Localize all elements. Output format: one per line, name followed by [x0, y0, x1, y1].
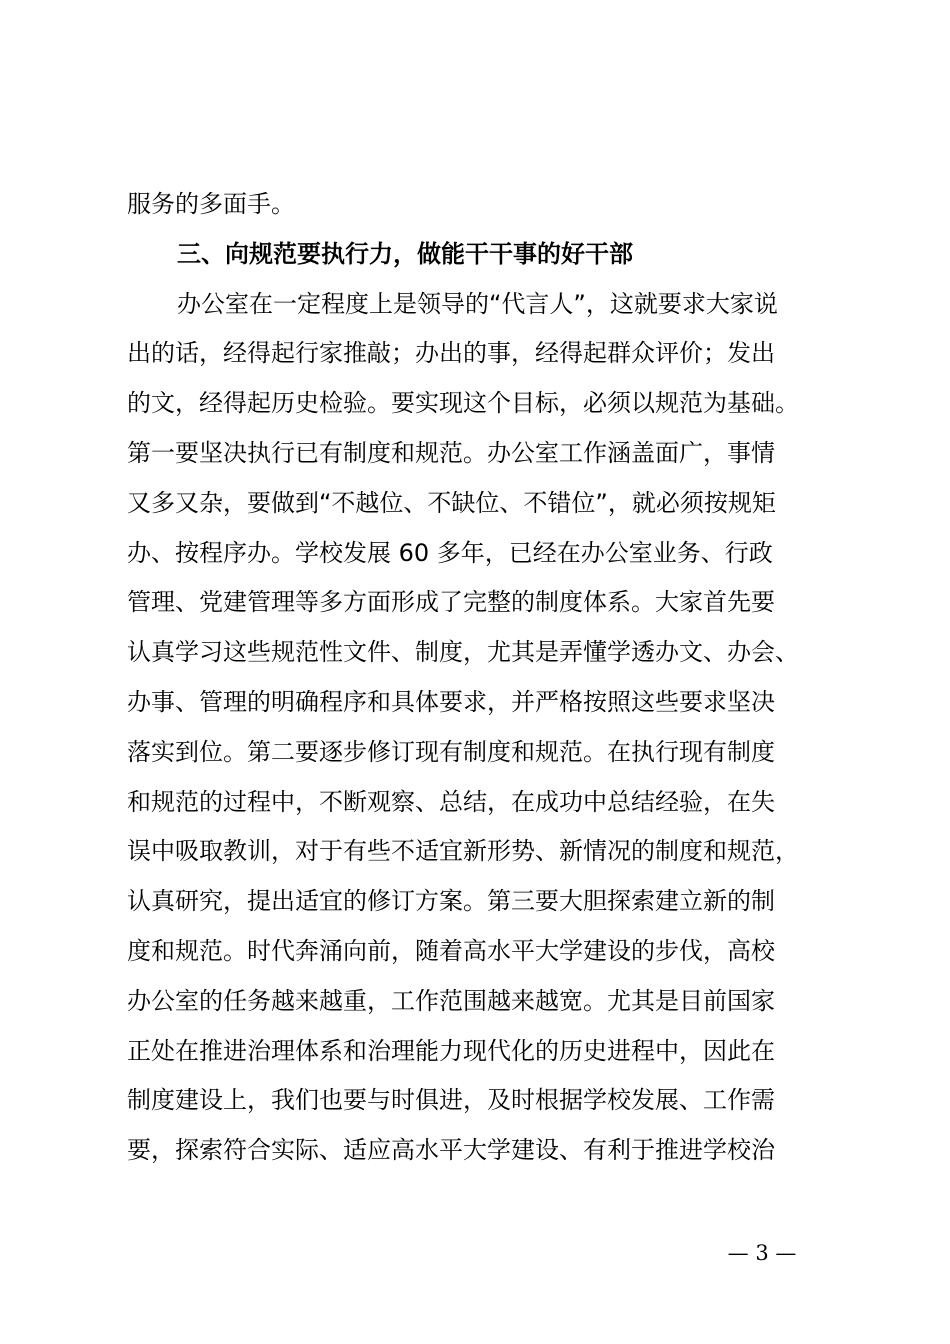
text-line: 第一要坚决执行已有制度和规范。办公室工作涵盖面广，事情 — [127, 438, 775, 467]
text-line: 认真研究，提出适宜的修订方案。第三要大胆探索建立新的制 — [127, 887, 775, 916]
text-line: 正处在推进治理体系和治理能力现代化的历史进程中，因此在 — [127, 1036, 775, 1065]
text-line: 要，探索符合实际、适应高水平大学建设、有利于推进学校治 — [127, 1136, 775, 1165]
body-text — [127, 180, 837, 1176]
text-line: 制度建设上，我们也要与时俱进，及时根据学校发展、工作需 — [127, 1086, 775, 1115]
text-line: 办、按程序办。学校发展 60 多年，已经在办公室业务、行政 — [127, 538, 773, 567]
text-line: 服务的多面手。 — [127, 190, 295, 218]
text-line: 出的话，经得起行家推敲；办出的事，经得起群众评价；发出 — [127, 339, 775, 368]
text-line: 和规范的过程中，不断观察、总结，在成功中总结经验，在失 — [127, 787, 775, 816]
text-line: 的文，经得起历史检验。要实现这个目标，必须以规范为基础。 — [127, 389, 799, 418]
text-line: 误中吸取教训，对于有些不适宜新形势、新情况的制度和规范， — [127, 837, 799, 866]
text-line: 管理、党建管理等多方面形成了完整的制度体系。大家首先要 — [127, 588, 775, 617]
text-line: 办事、管理的明确程序和具体要求，并严格按照这些要求坚决 — [127, 687, 775, 716]
page-number: — 3 — — [727, 1241, 797, 1265]
text-line: 认真学习这些规范性文件、制度，尤其是弄懂学透办文、办会、 — [127, 638, 799, 667]
section-heading: 三、向规范要执行力，做能干干事的好干部 — [177, 239, 633, 268]
paragraph-first-line: 办公室在一定程度上是领导的“代言人”，这就要求大家说 — [177, 289, 778, 318]
text-line: 落实到位。第二要逐步修订现有制度和规范。在执行现有制度 — [127, 737, 775, 766]
text-line: 办公室的任务越来越重，工作范围越来越宽。尤其是目前国家 — [127, 986, 775, 1015]
text-line: 又多又杂，要做到“不越位、不缺位、不错位”，就必须按规矩 — [127, 488, 776, 517]
text-line: 度和规范。时代奔涌向前，随着高水平大学建设的步伐，高校 — [127, 936, 775, 965]
